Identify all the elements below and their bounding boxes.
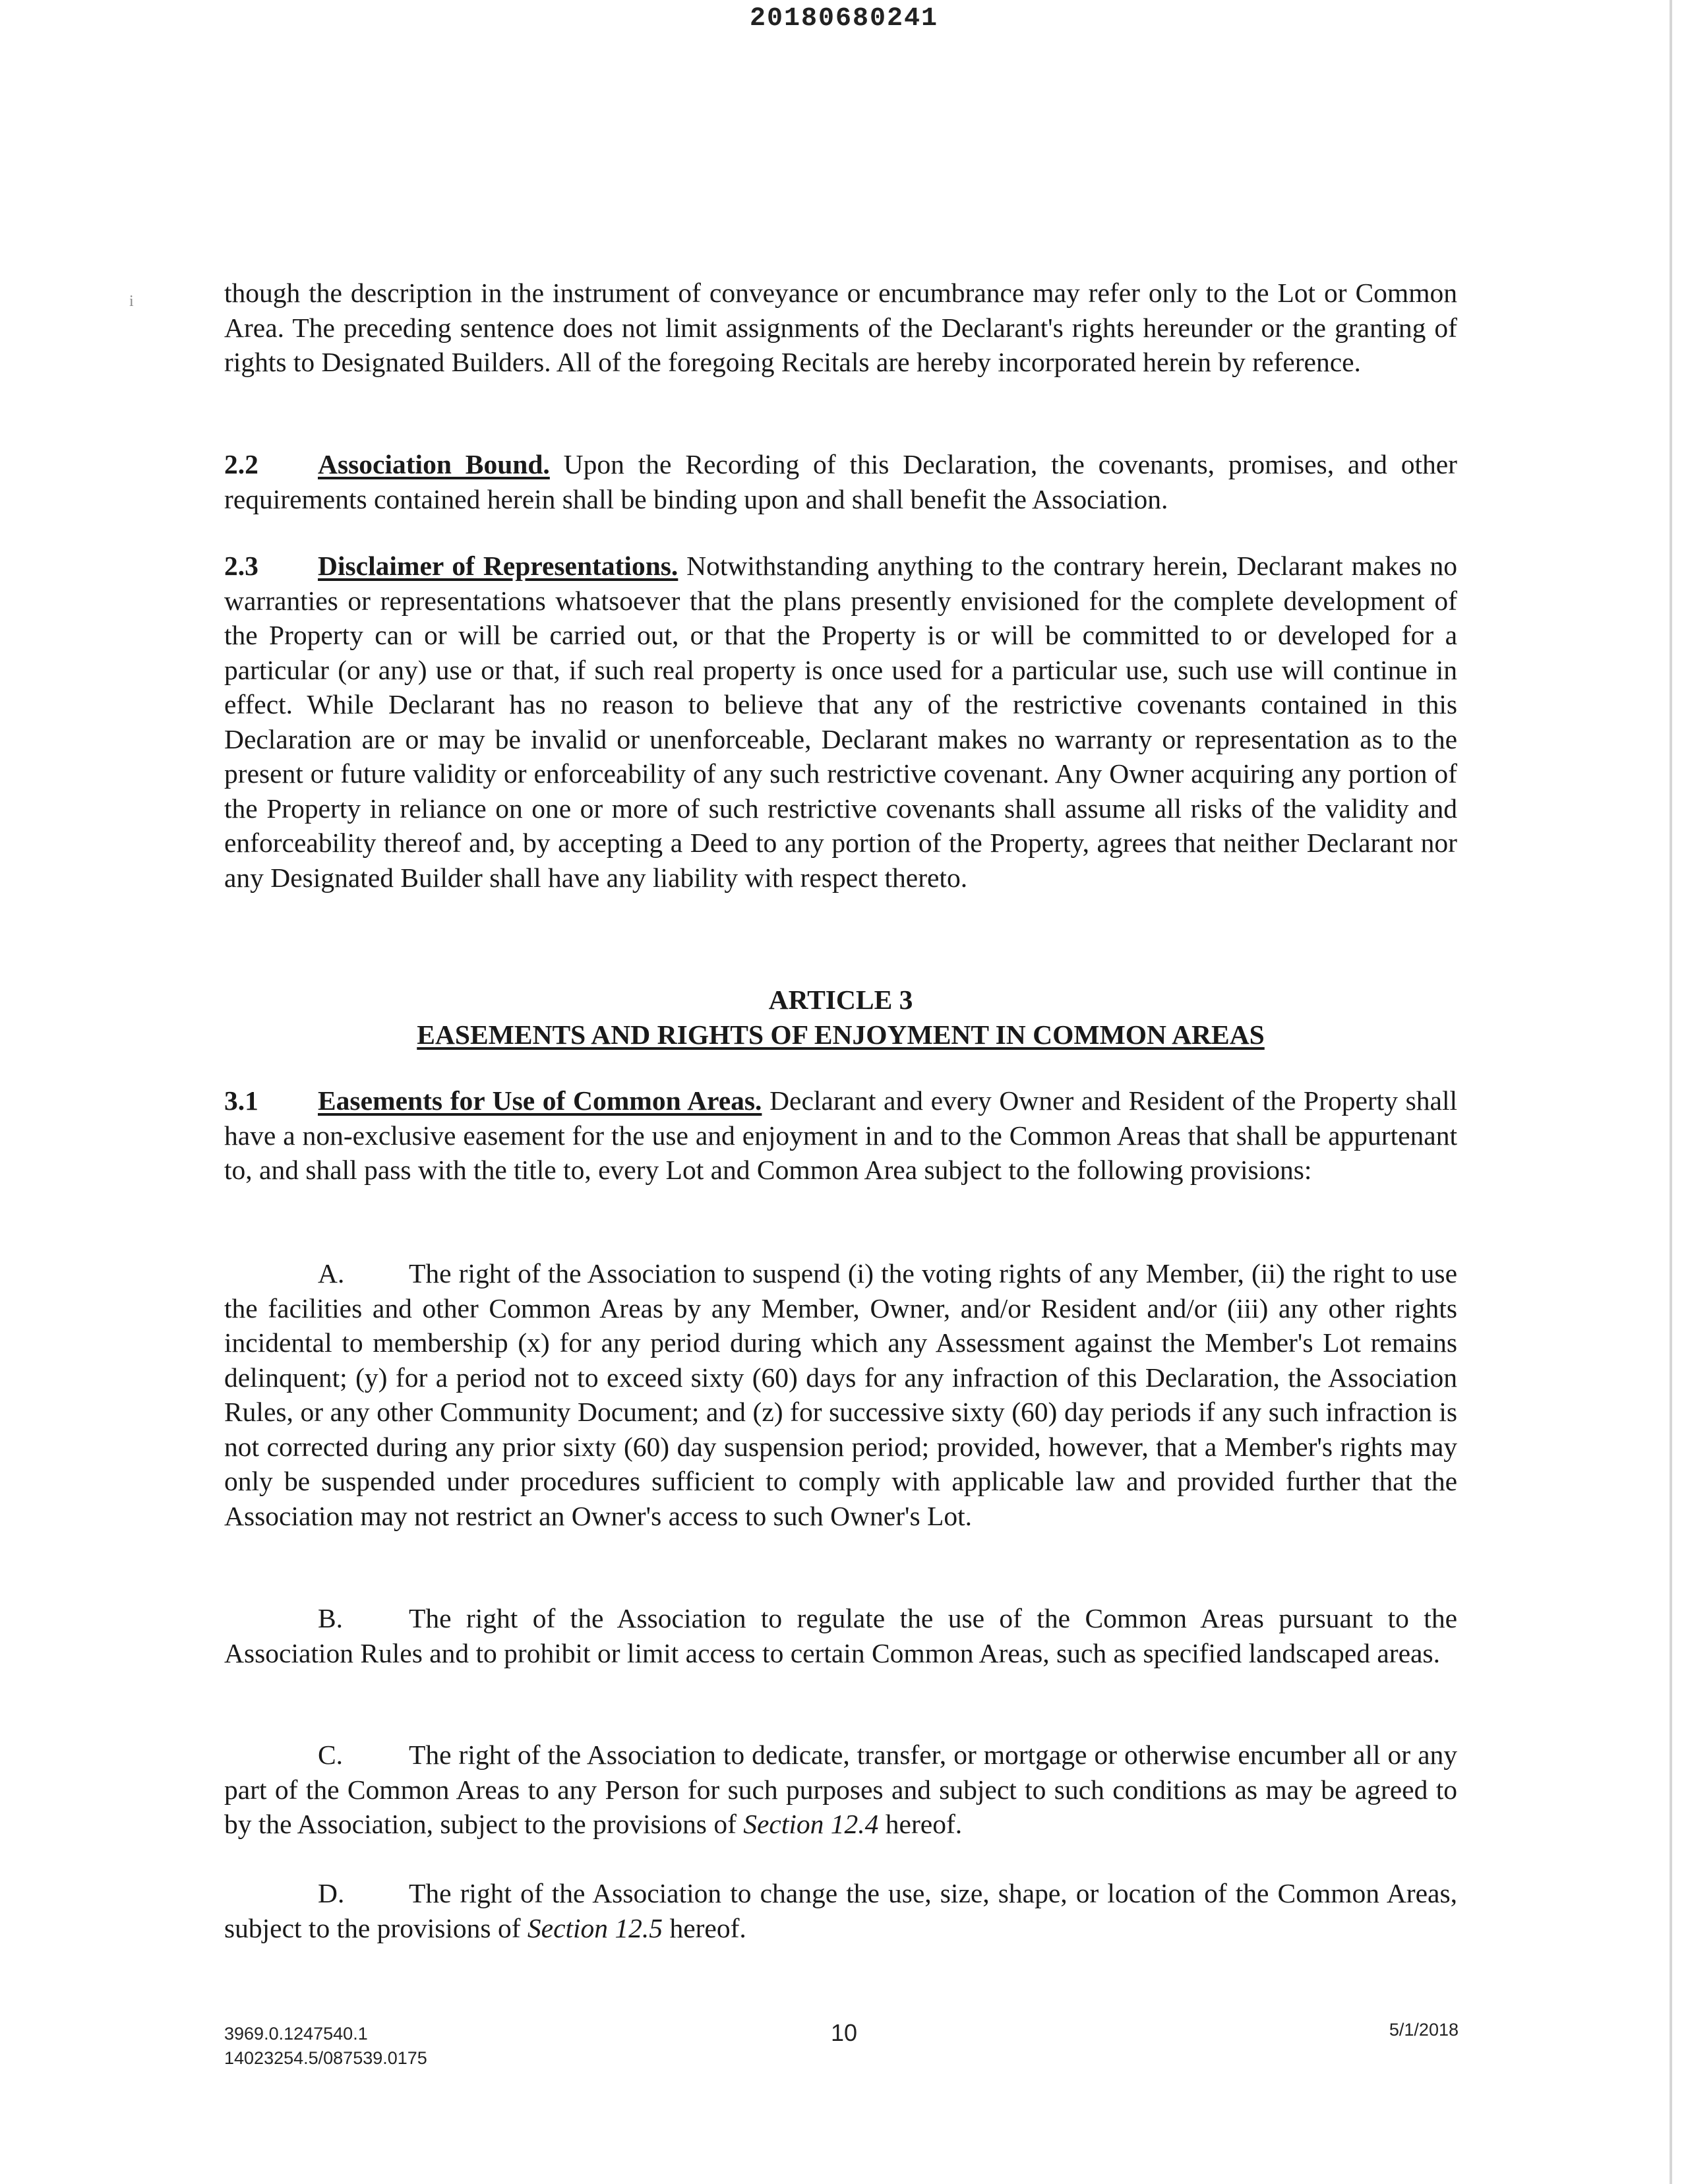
section-2-2 [224, 447, 1457, 516]
section-reference: Section 12.4 [743, 1809, 879, 1839]
section-reference: Section 12.5 [527, 1912, 663, 1943]
section-number: 3.1 [224, 1085, 258, 1116]
section-title: Disclaimer of Representations. [318, 551, 678, 581]
margin-mark: i [129, 293, 134, 310]
subsection-c [224, 1738, 1457, 1842]
subsection-tail: hereof. [663, 1912, 746, 1943]
section-title: Easements for Use of Common Areas. [318, 1085, 762, 1116]
section-text: Upon the Recording of this Declaration, the covenants, promises, and other requirements contained herein shall be binding upon and shall benefit the Association. [224, 449, 1457, 514]
article-title: EASEMENTS AND RIGHTS OF ENJOYMENT IN COMMON AREAS [417, 1019, 1265, 1050]
article-heading [224, 983, 1457, 1052]
subsection-letter: C. [318, 1740, 344, 1770]
intro-text: though the description in the instrument of conveyance or encumbrance may refer only to the Lot or Common Area. The preceding sentence does not limit assignments of the Declarant's rights hereunder or the granting of rights to Designated Builders. All of the foregoing Recitals are hereby incorporated herein by reference. [224, 278, 1457, 377]
subsection-letter: B. [318, 1603, 344, 1633]
subsection-text: The right of the Association to change the use, size, shape, or location of the Common Areas, subject to the provisions of [224, 1878, 1457, 1943]
page-number: 10 [830, 2019, 858, 2046]
footer-doc-id-2: 14023254.5/087539.0175 [224, 2048, 427, 2068]
article-label: ARTICLE 3 [768, 985, 913, 1015]
subsection-b [224, 1601, 1457, 1670]
document-number: 20180680241 [749, 4, 939, 34]
subsection-text: The right of the Association to regulate the use of the Common Areas pursuant to the Association Rules and to prohibit or limit access to certain Common Areas, such as specified landscaped areas. [224, 1603, 1457, 1668]
section-title: Association Bound. [318, 449, 550, 479]
section-number: 2.3 [224, 551, 258, 581]
section-3-1 [224, 1083, 1457, 1188]
footer-doc-id-1: 3969.0.1247540.1 [224, 2024, 368, 2044]
subsection-d [224, 1876, 1457, 1945]
subsection-letter: D. [318, 1878, 345, 1908]
section-number: 2.2 [224, 449, 258, 479]
subsection-a [224, 1256, 1457, 1533]
subsection-tail: hereof. [878, 1809, 963, 1839]
footer-date: 5/1/2018 [1389, 2020, 1459, 2040]
intro-paragraph [224, 276, 1457, 380]
section-2-3 [224, 549, 1457, 895]
section-text: Declarant and every Owner and Resident of the Property shall have a non-exclusive easement for the use and enjoyment in and to the Common Areas that shall be appurtenant to, and shall pass with the title to, every Lot and Common Area subject to the following provisions: [224, 1085, 1458, 1185]
section-text: Notwithstanding anything to the contrary herein, Declarant makes no warranties or representations whatsoever that the plans presently envisioned for the complete development of the Property can or will be carried out, or that the Property is or will be committed to or developed for a particular (or any) use or that, if such real property is once used for a particular use, such use will continue in effect. While Declarant has no reason to believe that any of the restrictive covenants contained in this Declaration are or may be invalid or unenforceable, Declarant makes no warranty or representation as to the present or future validity or enforceability of any such restrictive covenant. Any Owner acquiring any portion of the Property in reliance on one or more of such restrictive covenants shall assume all risks of the validity and enforceability thereof and, by accepting a Deed to any portion of the Property, agrees that neither Declarant nor any Designated Builder shall have any liability with respect thereto. [224, 551, 1457, 893]
subsection-letter: A. [318, 1258, 345, 1289]
subsection-text: The right of the Association to suspend (i) the voting rights of any Member, (ii) the right to use the facilities and other Common Areas by any Member, Owner, and/or Resident and/or (iii) any other rights incidental to membership (x) for any period during which any Assessment against the Member's Lot remains delinquent; (y) for a period not to exceed sixty (60) days for any infraction of this Declaration, the Association Rules, or any other Community Document; and (z) for successive sixty (60) day periods if any such infraction is not corrected during any prior sixty (60) day suspension period; provided, however, that a Member's rights may only be suspended under procedures sufficient to comply with applicable law and provided further that the Association may not restrict an Owner's access to such Owner's Lot. [224, 1258, 1457, 1531]
page-edge-shadow [1670, 0, 1672, 2184]
subsection-text: The right of the Association to dedicate, transfer, or mortgage or otherwise encumber all or any part of the Common Areas to any Person for such purposes and subject to such conditions as may be agreed to by the Association, subject to the provisions of [224, 1740, 1457, 1839]
